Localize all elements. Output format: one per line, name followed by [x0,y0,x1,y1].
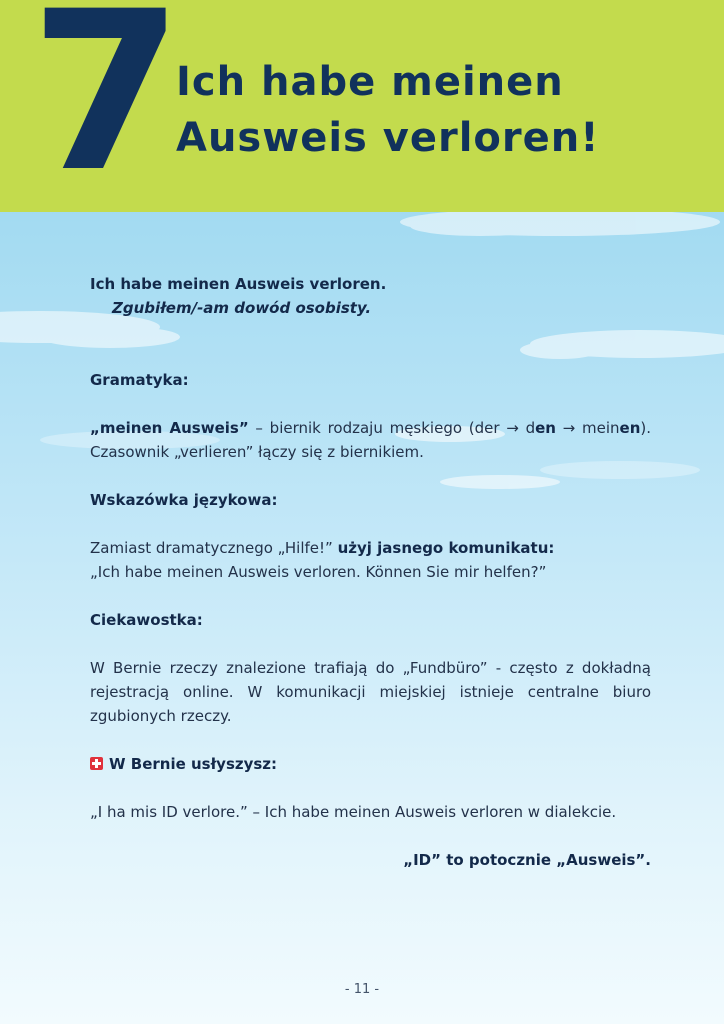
tip-example: „Ich habe meinen Ausweis verloren. Können Sie mir helfen?” [90,563,547,581]
grammar-bold-ending-1: en [535,419,556,437]
chapter-title-line2: Ausweis verloren! [176,115,600,161]
grammar-bold-ending-2: en [619,419,641,437]
fact-text: W Bernie rzeczy znalezione trafiają do „Fundbüro” - często z dokładną rejestracją online. W komunikacji miejskiej istnieje centralne biuro zgubionych rzeczy. [90,659,651,725]
chapter-title-line1: Ich habe meinen [176,59,564,105]
grammar-text [90,416,651,464]
swiss-flag-icon [90,757,103,770]
grammar-text-c: ). Czasownik „verlieren” łączy się z biernikiem. [90,419,651,461]
phrase-german: Ich habe meinen Ausweis verloren. [90,275,387,293]
fact-heading: Ciekawostka: [90,611,203,629]
chapter-title [176,54,599,166]
page-number: - 11 - [344,982,380,997]
tip-text [90,536,651,560]
tip-text-a: Zamiast dramatycznego „Hilfe!” [90,539,338,557]
bern-text: „I ha mis ID verlore.” – Ich habe meinen Ausweis verloren w dialekcie. [90,803,617,821]
tip-heading: Wskazówka językowa: [90,491,278,509]
tip-bold: użyj jasnego komunikatu: [337,539,555,557]
grammar-heading: Gramatyka: [90,371,189,389]
grammar-text-b: → mein [555,419,620,437]
chapter-header [0,0,724,220]
content [90,272,651,872]
grammar-term: „meinen Ausweis” [90,419,249,437]
bern-heading-label: W Bernie usłyszysz: [109,755,278,773]
grammar-text-a: – biernik rodzaju męskiego (der → d [248,419,536,437]
bern-heading [90,752,651,776]
bern-note: „ID” to potocznie „Ausweis”. [403,851,651,869]
phrase-polish: Zgubiłem/-am dowód osobisty. [112,299,372,317]
chapter-number: 7 [30,0,180,220]
